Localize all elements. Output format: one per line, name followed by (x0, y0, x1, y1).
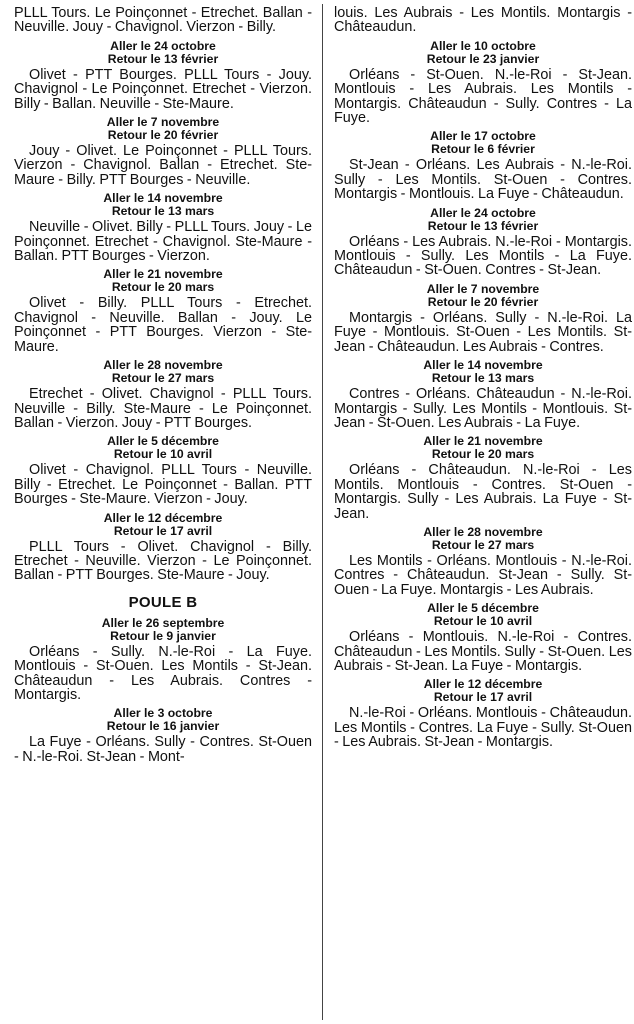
aller-date: Aller le 26 septembre (101, 615, 225, 630)
retour-date: Retour le 13 mars (431, 371, 535, 386)
retour-date: Retour le 17 avril (433, 690, 533, 705)
retour-date: Retour le 13 mars (111, 204, 215, 219)
aller-date: Aller le 12 décembre (103, 510, 223, 525)
round-dates (14, 192, 312, 218)
match-list: Jouy - Olivet. Le Poinçonnet - PLLL Tours. Vierzon - Chavignol. Ballan - Etrechet. Ste-Maure - Billy. PTT Bourges - Neuville. (14, 143, 312, 188)
round-dates (14, 435, 312, 461)
match-list: Etrechet - Olivet. Chavignol - PLLL Tours. Neuville - Billy. Ste-Maure - Le Poinçonnet. Ballan - Vierzon. Jouy - PTT Bourges. (14, 386, 312, 431)
aller-date: Aller le 7 novembre (106, 115, 220, 130)
match-list: Montargis - Orléans. Sully - N.-le-Roi. La Fuye - Montlouis. St-Ouen - Les Montils. St-Jean - Châteaudun. Les Aubrais - Contres. (334, 309, 632, 355)
retour-date: Retour le 27 mars (111, 371, 215, 386)
match-list: La Fuye - Orléans. Sully - Contres. St-Ouen - N.-le-Roi. St-Jean - Mont- (14, 734, 312, 765)
round-dates (334, 602, 632, 628)
round-dates (334, 435, 632, 461)
match-list: PLLL Tours. Le Poinçonnet - Etrechet. Ballan - Neuville. Jouy - Chavignol. Vierzon - Billy. (14, 5, 312, 36)
round-dates (334, 283, 632, 309)
match-list: PLLL Tours - Olivet. Chavignol - Billy. Etrechet - Neuville. Vierzon - Le Poinçonnet. Ballan - PTT Bourges. Ste-Maure - Jouy. (14, 538, 312, 584)
retour-date: Retour le 20 mars (431, 447, 535, 462)
round-dates (334, 40, 632, 66)
match-list: N.-le-Roi - Orléans. Montlouis - Châteaudun. Les Montils - Contres. La Fuye - Sully. St-Ouen - Les Aubrais. St-Jean - Montargis. (334, 705, 632, 751)
round-dates (14, 512, 312, 538)
match-list: Olivet - Chavignol. PLLL Tours - Neuville. Billy - Etrechet. Le Poinçonnet - Ballan. PTT Bourges - Ste-Maure. Vierzon - Jouy. (14, 462, 312, 508)
round-dates (334, 678, 632, 704)
match-list: Contres - Orléans. Châteaudun - N.-le-Roi. Montargis - Sully. Les Montils - Montlouis. St-Jean - St-Ouen. Les Aubrais - La Fuye. (334, 386, 632, 431)
aller-date: Aller le 28 novembre (103, 358, 223, 373)
retour-date: Retour le 20 février (427, 294, 539, 309)
aller-date: Aller le 21 novembre (103, 267, 223, 282)
aller-date: Aller le 24 octobre (430, 205, 536, 220)
section-heading: POULE B (128, 593, 198, 611)
aller-date: Aller le 17 octobre (430, 129, 536, 144)
retour-date: Retour le 20 mars (111, 280, 215, 295)
retour-date: Retour le 13 février (107, 51, 219, 66)
match-list: Neuville - Olivet. Billy - PLLL Tours. Jouy - Le Poinçonnet. Etrechet - Chavignol. Ste-Maure - Ballan. PTT Bourges - Vierzon. (14, 219, 312, 265)
round-dates (14, 359, 312, 385)
retour-date: Retour le 9 janvier (110, 628, 216, 643)
aller-date: Aller le 5 décembre (427, 601, 539, 616)
match-list: Orléans - Châteaudun. N.-le-Roi - Les Montils. Montlouis - Contres. St-Ouen - Montargis. Sully - Les Aubrais. La Fuye - St-Jean. (334, 462, 632, 522)
retour-date: Retour le 13 février (427, 218, 539, 233)
round-dates (14, 268, 312, 294)
round-dates (14, 116, 312, 142)
column-divider (322, 4, 323, 1020)
aller-date: Aller le 12 décembre (423, 677, 543, 692)
match-list: Olivet - PTT Bourges. PLLL Tours - Jouy. Chavignol - Le Poinçonnet. Etrechet - Vierzon. Billy - Ballan. Neuville - Ste-Maure. (14, 66, 312, 112)
match-list: Olivet - Billy. PLLL Tours - Etrechet. Chavignol - Neuville. Ballan - Jouy. Le Poinçonnet - PTT Bourges. Vierzon - Ste-Maure. (14, 295, 312, 355)
retour-date: Retour le 27 mars (431, 537, 535, 552)
right-column (334, 6, 632, 755)
round-dates (14, 40, 312, 66)
aller-date: Aller le 14 novembre (423, 358, 543, 373)
aller-date: Aller le 24 octobre (110, 38, 216, 53)
retour-date: Retour le 16 janvier (106, 719, 220, 734)
match-list: Orléans - Montlouis. N.-le-Roi - Contres. Châteaudun - Les Montils. Sully - St-Ouen. Les Aubrais - St-Jean. La Fuye - Montargis. (334, 629, 632, 674)
aller-date: Aller le 7 novembre (426, 281, 540, 296)
aller-date: Aller le 21 novembre (423, 434, 543, 449)
retour-date: Retour le 23 janvier (426, 51, 540, 66)
match-list: Orléans - Sully. N.-le-Roi - La Fuye. Montlouis - St-Ouen. Les Montils - St-Jean. Châteaudun - Les Aubrais. Contres - Montargis. (14, 643, 312, 703)
match-list: Orléans - St-Ouen. N.-le-Roi - St-Jean. Montlouis - Les Aubrais. Les Montils - Montargis. Châteaudun - Sully. Contres - La Fuye. (334, 66, 632, 127)
match-list: Les Montils - Orléans. Montlouis - N.-le-Roi. Contres - Châteaudun. St-Jean - Sully. St-Ouen - La Fuye. Montargis - Les Aubrais. (334, 552, 632, 598)
retour-date: Retour le 17 avril (113, 523, 213, 538)
match-list: Orléans - Les Aubrais. N.-le-Roi - Montargis. Montlouis - Sully. Les Montils - La Fuye. Châteaudun - St-Ouen. Contres - St-Jean. (334, 233, 632, 279)
aller-date: Aller le 5 décembre (107, 434, 219, 449)
round-dates (14, 707, 312, 733)
round-dates (334, 526, 632, 552)
round-dates (334, 359, 632, 385)
left-column (14, 6, 312, 769)
retour-date: Retour le 6 février (431, 142, 535, 157)
retour-date: Retour le 10 avril (113, 447, 213, 462)
aller-date: Aller le 28 novembre (423, 524, 543, 539)
aller-date: Aller le 10 octobre (430, 38, 536, 53)
retour-date: Retour le 20 février (107, 128, 219, 143)
retour-date: Retour le 10 avril (433, 614, 533, 629)
aller-date: Aller le 14 novembre (103, 191, 223, 206)
round-dates (334, 207, 632, 233)
round-dates (334, 130, 632, 156)
aller-date: Aller le 3 octobre (113, 706, 213, 721)
round-dates (14, 617, 312, 643)
match-list: St-Jean - Orléans. Les Aubrais - N.-le-Roi. Sully - Les Montils. St-Ouen - Contres. Montargis - Montlouis. La Fuye - Châteaudun. (334, 157, 632, 203)
match-list: louis. Les Aubrais - Les Montils. Montargis - Châteaudun. (334, 5, 632, 36)
